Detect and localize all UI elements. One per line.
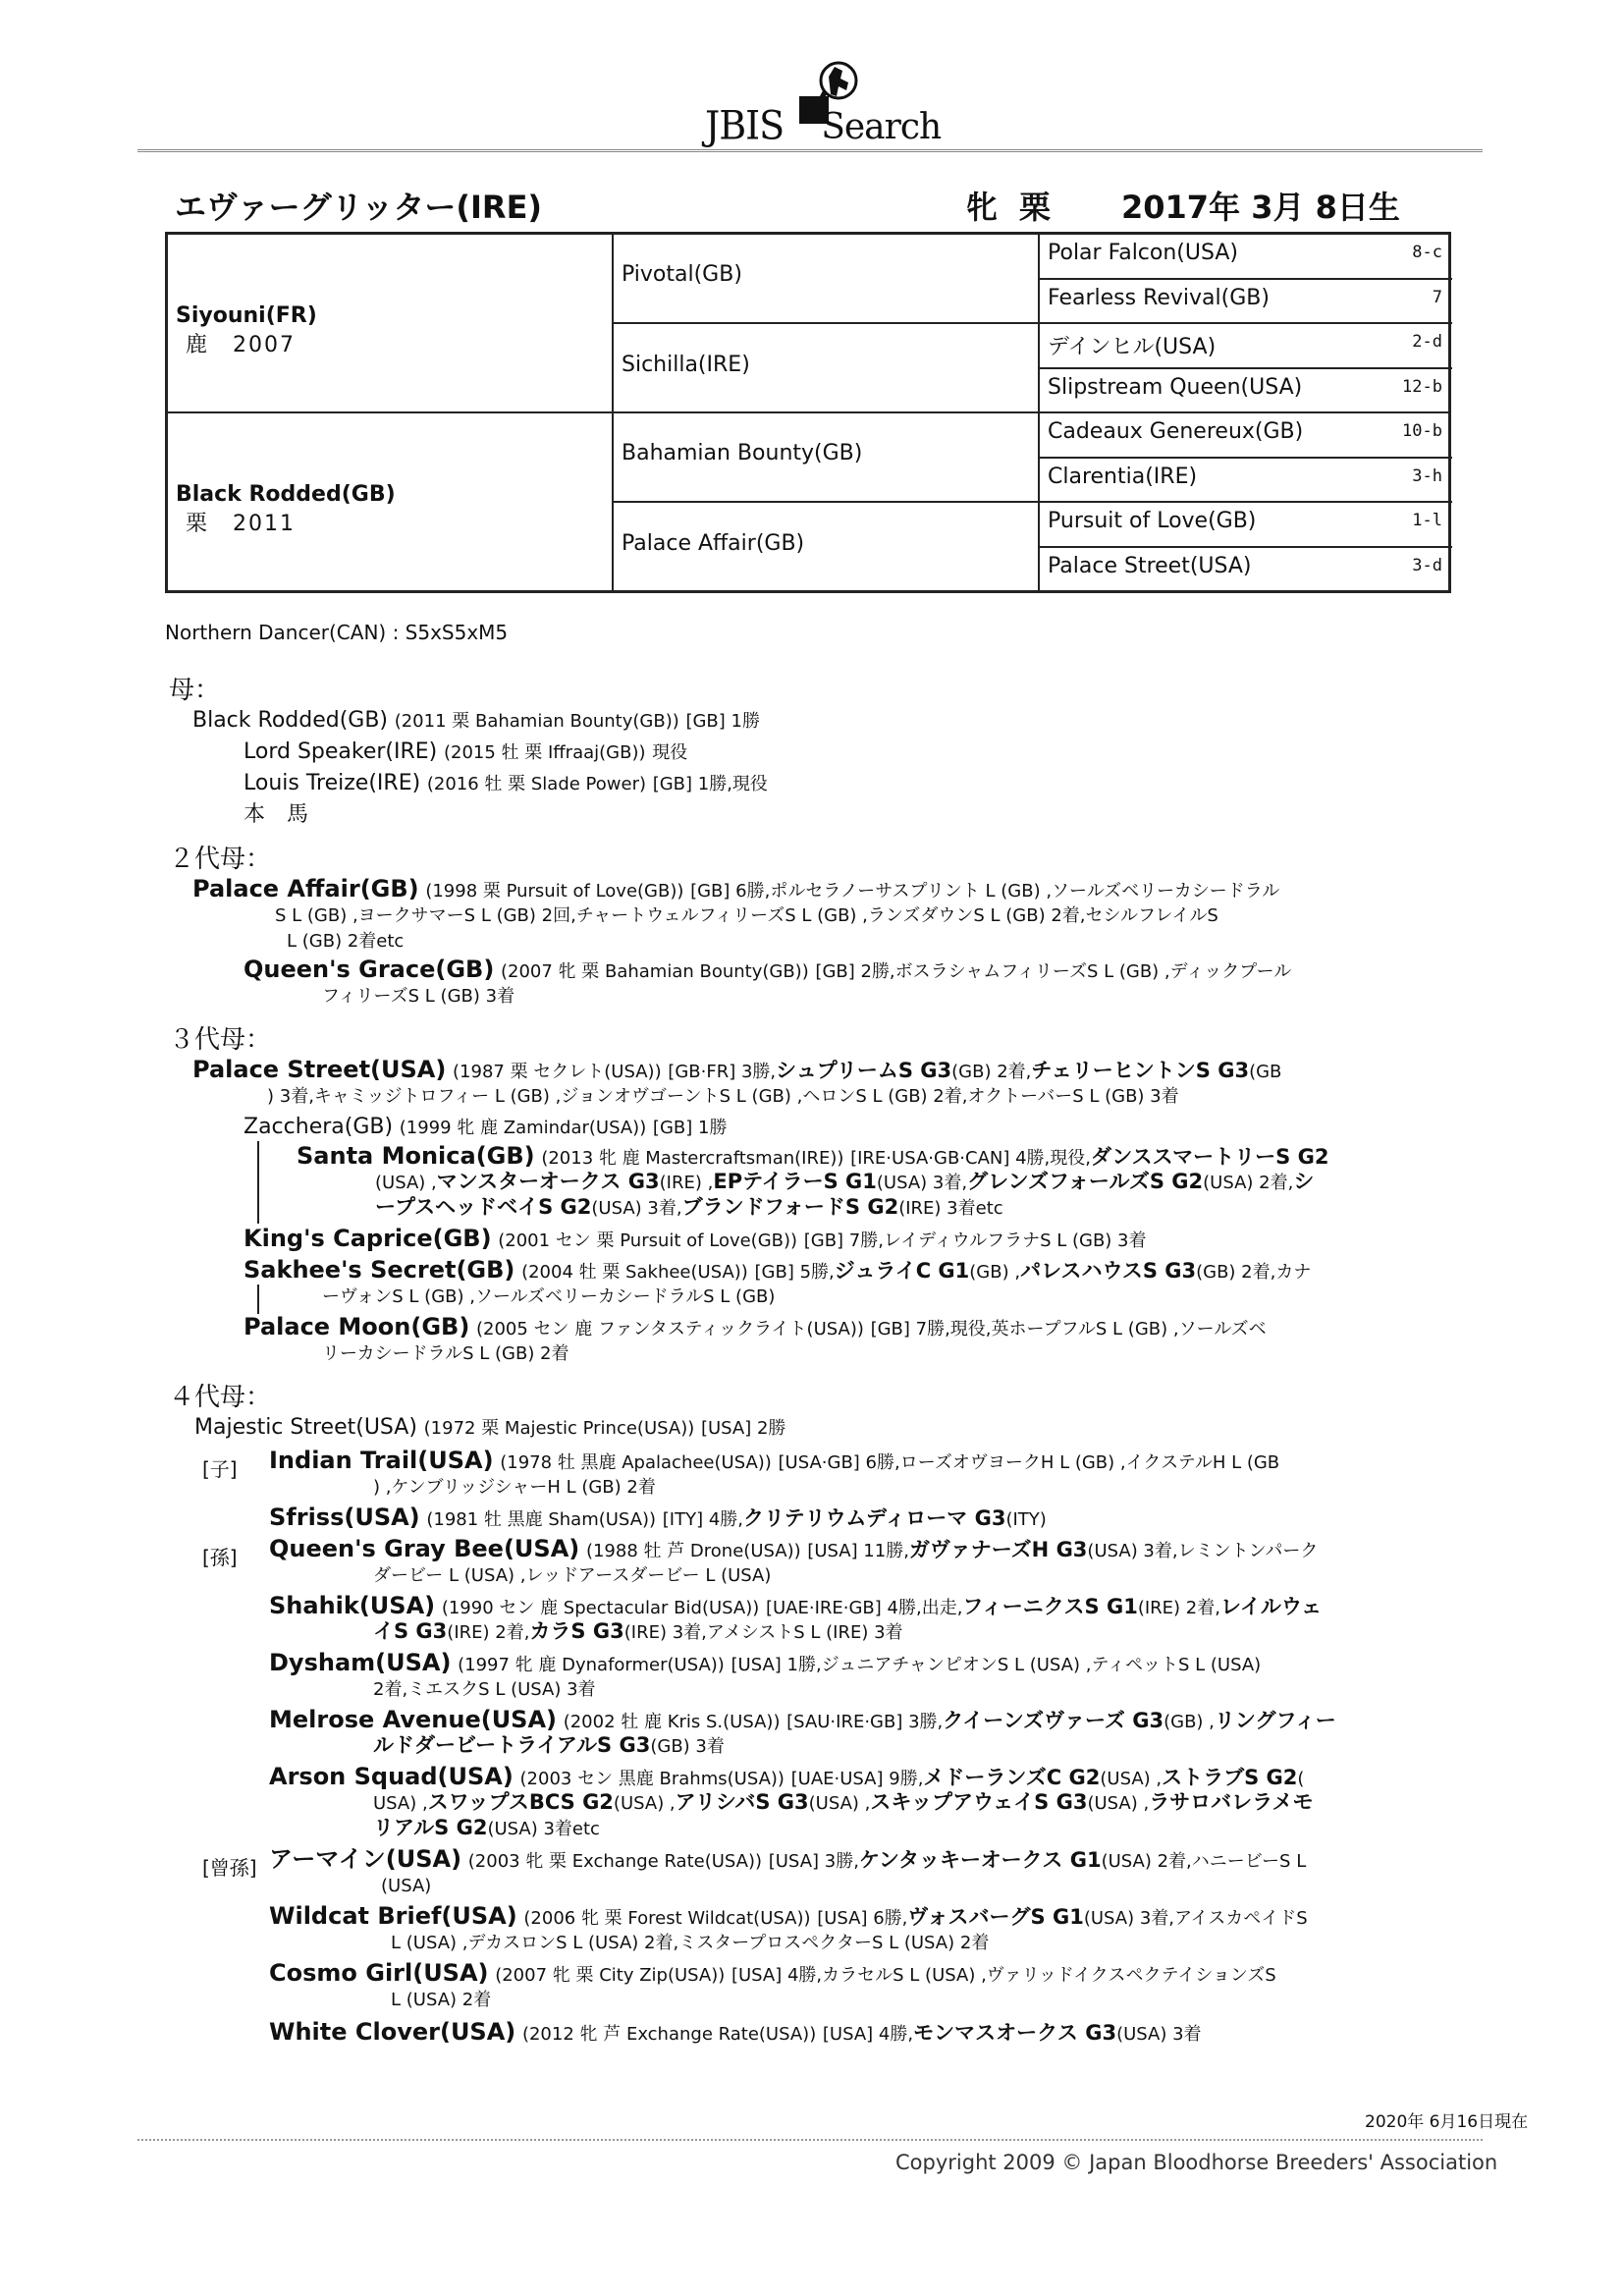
horse-name: エヴァーグリッター(IRE) <box>175 189 543 226</box>
bold-text: Shahik(USA) <box>269 1592 436 1619</box>
bold-text: Sakhee's Secret(GB) <box>244 1256 515 1284</box>
family-line <box>192 1057 1281 1085</box>
bold-text: レイルウェ <box>1219 1595 1323 1618</box>
bold-text: Queen's Gray Bee(USA) <box>269 1535 580 1562</box>
section-gen4-heading: ４代母： <box>169 1383 272 1412</box>
text-segment: ) 3着,キャミッジトロフィー L (GB) ,ジョンオヴゴーントS L (GB) ,ヘロンS L (GB) 2着,オクトーバーS L (GB) 3着 <box>267 1086 1179 1107</box>
text-segment: [GB·FR] 3勝, <box>668 1062 777 1082</box>
family-line-cont <box>373 1815 600 1842</box>
text-segment: (2011 栗 Bahamian Bounty(GB)) <box>394 711 679 732</box>
gen3-name: Polar Falcon(USA) <box>1048 241 1238 265</box>
family-line-cont <box>373 1618 903 1646</box>
pedigree-gen2-sire-dam: Sichilla(IRE) <box>622 353 750 377</box>
pedigree-gen3-entry <box>1048 241 1450 265</box>
bold-text: Arson Squad(USA) <box>269 1763 514 1790</box>
gen3-name: Pursuit of Love(GB) <box>1048 509 1257 533</box>
family-line-cont <box>287 927 404 955</box>
bold-text: シ <box>1293 1170 1315 1193</box>
text-segment: L (GB) 2着etc <box>287 931 405 952</box>
text-segment: Black Rodded(GB) <box>192 708 389 733</box>
bold-text: Sfriss(USA) <box>269 1503 420 1531</box>
pedigree-sire <box>176 303 317 358</box>
gen3-family: 12-b <box>1402 377 1442 397</box>
text-segment: [GB] 7勝,レイディウルフラナS L (GB) 3着 <box>803 1230 1147 1251</box>
text-segment: (GB) , <box>969 1262 1021 1283</box>
text-segment: [GB] 1勝,現役 <box>652 774 768 794</box>
text-segment: (2006 牝 栗 Forest Wildcat(USA)) <box>523 1908 811 1929</box>
section-dam-heading: 母： <box>169 676 221 705</box>
text-segment: [USA] 1勝,ジュニアチャンピオンS L (USA) ,ティペットS L (USA) <box>731 1655 1262 1675</box>
text-segment: (2013 牝 鹿 Mastercraftsman(IRE)) <box>541 1148 844 1169</box>
text-segment: [GB] 7勝,現役,英ホープフルS L (GB) ,ソールズベ <box>870 1319 1267 1339</box>
text-segment: (USA) 3着,アイスカペイドS <box>1083 1908 1308 1929</box>
text-segment: [GB] 5勝, <box>754 1262 835 1283</box>
sire-color-year: 鹿 2007 <box>186 333 296 357</box>
bold-text: Melrose Avenue(USA) <box>269 1706 558 1733</box>
pedigree-gen2-divider-2 <box>612 501 1452 503</box>
bold-text: シュプリームS G3 <box>776 1059 952 1082</box>
family-line-cont <box>267 1082 1179 1110</box>
text-segment: 現役 <box>652 742 688 763</box>
pedigree-gen3-entry <box>1048 509 1450 533</box>
pedigree-gen3-divider <box>1038 367 1452 369</box>
family-line <box>244 1226 1147 1254</box>
pedigree-gen3-entry <box>1048 554 1450 578</box>
text-segment: (GB) 2着, <box>951 1062 1032 1082</box>
pedigree-mid-divider <box>168 411 1448 413</box>
family-line <box>269 1903 1308 1932</box>
inbreeding-note: Northern Dancer(CAN) : S5xS5xM5 <box>165 621 509 644</box>
text-segment: S L (GB) ,ヨークサマーS L (GB) 2回,チャートウェルフィリーズS L (GB) ,ランズダウンS L (GB) 2着,セシルフレイルS <box>275 905 1218 926</box>
tag-grandchild: [孫] <box>202 1546 238 1569</box>
text-segment: [GB] 1勝 <box>652 1118 728 1138</box>
family-line <box>269 1504 1047 1533</box>
gen3-family: 2-d <box>1412 332 1442 352</box>
as-of-date: 2020年 6月16日現在 <box>1365 2112 1529 2132</box>
family-line <box>244 1314 1267 1342</box>
text-segment: (IRE) 2着, <box>1137 1598 1220 1618</box>
text-segment: (1981 牡 黒鹿 Sham(USA)) <box>426 1509 657 1530</box>
text-segment: ーヴォンS L (GB) ,ソールズベリーカシードラルS L (GB) <box>322 1286 776 1307</box>
text-segment: Majestic Street(USA) <box>194 1415 417 1440</box>
sire-name: Siyouni(FR) <box>176 303 317 328</box>
bold-text: Dysham(USA) <box>269 1649 452 1676</box>
text-segment: (2003 牝 栗 Exchange Rate(USA)) <box>467 1851 763 1872</box>
bold-text: Cosmo Girl(USA) <box>269 1959 489 1987</box>
header-divider <box>137 149 1483 152</box>
gen3-name: Cadeaux Genereux(GB) <box>1048 419 1304 444</box>
text-segment: (USA) , <box>1087 1793 1150 1814</box>
bold-text: スワップスBCS G2 <box>427 1790 614 1814</box>
bold-text: ヴォスバーグS G1 <box>907 1905 1084 1929</box>
bold-text: アーマイン(USA) <box>269 1845 462 1873</box>
family-line-cont <box>373 1732 725 1760</box>
text-segment: Louis Treize(IRE) <box>244 771 421 795</box>
logo-search-text: Search <box>821 107 942 147</box>
text-segment: (USA) <box>381 1876 432 1896</box>
pedigree-table <box>165 232 1451 593</box>
bold-text: Wildcat Brief(USA) <box>269 1902 517 1930</box>
family-line-cont <box>375 1194 1003 1222</box>
text-segment: Zacchera(GB) <box>244 1115 394 1139</box>
text-segment: (2002 牡 鹿 Kris S.(USA)) <box>563 1712 781 1732</box>
bold-text: メドーランズC G2 <box>923 1766 1101 1789</box>
gen3-family: 8-c <box>1412 243 1442 262</box>
copyright-notice: Copyright 2009 © Japan Bloodhorse Breeders' Association <box>895 2151 1498 2174</box>
family-branch-line <box>257 1141 259 1224</box>
text-segment: (GB) 3着 <box>650 1736 725 1757</box>
text-segment: (2001 セン 栗 Pursuit of Love(GB)) <box>498 1230 798 1251</box>
text-segment: [USA] 4勝,カラセルS L (USA) ,ヴァリッドイクスペクテイションズS <box>731 1965 1276 1986</box>
jbis-search-logo <box>705 57 942 149</box>
text-segment: 本 馬 <box>244 802 309 827</box>
text-segment: ( <box>1297 1769 1305 1789</box>
family-line-cont <box>391 1986 491 2013</box>
text-segment: USA) , <box>373 1793 428 1814</box>
family-line <box>269 1593 1322 1621</box>
family-line <box>244 770 768 797</box>
family-line <box>269 1846 1306 1875</box>
text-segment: リーカシードラルS L (GB) 2着 <box>322 1343 569 1364</box>
bold-text: ダンススマートリーS G2 <box>1091 1145 1329 1169</box>
text-segment: (USA) 2着, <box>1203 1173 1294 1193</box>
bold-text: グレンズフォールズS G2 <box>967 1170 1204 1193</box>
text-segment: (GB) 2着,カナ <box>1196 1262 1312 1283</box>
dam-name: Black Rodded(GB) <box>176 482 396 507</box>
bold-text: クイーンズヴァーズ G3 <box>943 1709 1164 1732</box>
family-line <box>244 957 1291 985</box>
gen3-family: 3-d <box>1412 556 1442 575</box>
text-segment: [IRE·USA·GB·CAN] 4勝,現役, <box>850 1148 1092 1169</box>
text-segment: (1988 牡 芦 Drone(USA)) <box>585 1541 801 1561</box>
text-segment: ダービー L (USA) ,レッドアースダービー L (USA) <box>373 1565 772 1586</box>
text-segment: [USA·GB] 6勝,ローズオヴヨークH L (GB) ,イクステルH L (GB <box>778 1452 1280 1473</box>
text-segment: (1978 牡 黒鹿 Apalachee(USA)) <box>500 1452 772 1473</box>
text-segment: (GB <box>1249 1062 1282 1082</box>
family-line <box>297 1143 1328 1172</box>
family-line <box>244 1257 1311 1285</box>
text-segment: (ITY) <box>1005 1509 1047 1530</box>
family-line <box>244 1114 727 1141</box>
tag-great-grandchild: [曾孫] <box>202 1856 257 1880</box>
family-line-cont <box>322 1339 569 1367</box>
family-line-cont <box>373 1561 771 1589</box>
horse-birth-date: 2017年 3月 8日生 <box>1121 189 1400 226</box>
text-segment: (1972 栗 Majestic Prince(USA)) <box>423 1418 695 1439</box>
text-segment: (2004 牡 栗 Sakhee(USA)) <box>521 1262 748 1283</box>
section-gen3-heading: ３代母： <box>169 1025 272 1055</box>
gen3-family: 10-b <box>1402 421 1442 441</box>
text-segment: (USA) , <box>375 1173 437 1193</box>
text-segment: [GB] 6勝,ポルセラノーサスプリント L (GB) ,ソールズベリーカシードラル <box>690 881 1280 902</box>
pedigree-gen3-divider <box>1038 457 1452 459</box>
pedigree-gen2-dam-sire: Bahamian Bounty(GB) <box>622 441 863 465</box>
bold-text: カラS G3 <box>529 1619 624 1643</box>
bold-text: Queen's Grace(GB) <box>244 956 495 983</box>
family-branch-line <box>257 1285 259 1314</box>
bold-text: Indian Trail(USA) <box>269 1447 494 1474</box>
logo-jbis-text: JBIS <box>705 102 785 149</box>
bold-text: マンスターオークス G3 <box>436 1170 660 1193</box>
text-segment: [GB] 2勝,ボスラシャムフィリーズS L (GB) ,ディックプール <box>815 961 1292 982</box>
pedigree-gen2-sire-sire: Pivotal(GB) <box>622 262 742 287</box>
gen3-name: デインヒル(USA) <box>1048 335 1217 359</box>
pedigree-gen3-divider <box>1038 546 1452 548</box>
bold-text: White Clover(USA) <box>269 2018 516 2046</box>
family-line <box>194 1414 785 1442</box>
pedigree-gen3-entry <box>1048 330 1450 360</box>
bold-text: リングフィー <box>1214 1709 1336 1732</box>
pedigree-gen3-entry <box>1048 286 1450 310</box>
text-segment: [ITY] 4勝, <box>662 1509 743 1530</box>
pedigree-gen3-entry <box>1048 419 1450 444</box>
text-segment: (USA) , <box>1100 1769 1163 1789</box>
footer-divider <box>137 2139 1483 2141</box>
bold-text: スキップアウェイS G3 <box>870 1790 1088 1814</box>
family-line <box>269 1707 1336 1735</box>
pedigree-gen3-entry <box>1048 465 1450 489</box>
text-segment: [GB] 1勝 <box>685 711 760 732</box>
bold-text: ケンタッキーオークス G1 <box>858 1848 1102 1872</box>
family-line <box>269 2019 1202 2048</box>
text-segment: (USA) 2着,ハニービーS L <box>1101 1851 1307 1872</box>
text-segment: (USA) , <box>613 1793 676 1814</box>
bold-text: ルドダービートライアルS G3 <box>373 1733 651 1757</box>
text-segment: L (USA) 2着 <box>391 1990 492 2010</box>
family-line <box>269 1536 1318 1564</box>
text-segment: L (USA) ,デカスロンS L (USA) 2着,ミスタープロスペクターS L (USA) 2着 <box>391 1933 990 1953</box>
text-segment: ) ,ケンブリッジシャーH L (GB) 2着 <box>373 1477 656 1498</box>
text-segment: 2着,ミエスクS L (USA) 3着 <box>373 1679 596 1700</box>
text-segment: (1990 セン 鹿 Spectacular Bid(USA)) <box>441 1598 760 1618</box>
bold-text: Palace Street(USA) <box>192 1056 447 1083</box>
family-line-cont <box>275 902 1218 929</box>
horse-sex-color: 牝栗 <box>966 189 1073 226</box>
gen3-name: Palace Street(USA) <box>1048 554 1252 578</box>
family-line <box>269 1960 1276 1989</box>
text-segment: (2016 牡 栗 Slade Power) <box>426 774 646 794</box>
pedigree-dam <box>176 482 396 537</box>
family-line <box>192 707 760 735</box>
text-segment: [USA] 2勝 <box>700 1418 786 1439</box>
text-segment: Lord Speaker(IRE) <box>244 739 438 764</box>
text-segment: [UAE·IRE·GB] 4勝,出走, <box>765 1598 963 1618</box>
family-line-cont <box>391 1929 989 1956</box>
family-line <box>269 1448 1279 1476</box>
dam-color-year: 栗 2011 <box>186 512 296 536</box>
text-segment: (USA) 3着, <box>591 1198 682 1219</box>
text-segment: (USA) , <box>808 1793 871 1814</box>
gen3-family: 7 <box>1432 288 1442 307</box>
family-line <box>269 1764 1304 1792</box>
pedigree-gen2-dam-dam: Palace Affair(GB) <box>622 531 805 556</box>
bold-text: ジュライC G1 <box>834 1259 970 1283</box>
bold-text: アリシバS G3 <box>675 1790 809 1814</box>
text-segment: (2012 牝 芦 Exchange Rate(USA)) <box>521 2024 817 2045</box>
family-line-self <box>244 801 308 828</box>
text-segment: (IRE) 3着etc <box>898 1198 1003 1219</box>
text-segment: (IRE) , <box>659 1173 714 1193</box>
bold-text: Palace Moon(GB) <box>244 1313 470 1340</box>
gen3-family: 3-h <box>1412 466 1442 486</box>
bold-text: Palace Affair(GB) <box>192 875 419 902</box>
gen3-name: Clarentia(IRE) <box>1048 465 1198 489</box>
text-segment: [UAE·USA] 9勝, <box>790 1769 924 1789</box>
family-line-cont <box>373 1675 596 1703</box>
bold-text: パレスハウスS G3 <box>1020 1259 1197 1283</box>
tag-child: [子] <box>202 1457 238 1481</box>
bold-text: ガヴァナーズH G3 <box>908 1538 1088 1561</box>
family-line-cont <box>375 1169 1314 1196</box>
bold-text: リアルS G2 <box>373 1816 488 1839</box>
text-segment: [USA] 4勝, <box>822 2024 914 2045</box>
section-gen2-heading: ２代母： <box>169 845 272 874</box>
text-segment: (1987 栗 セクレト(USA)) <box>453 1062 662 1082</box>
family-line-cont <box>322 982 514 1010</box>
text-segment: (2003 セン 黒鹿 Brahms(USA)) <box>519 1769 785 1789</box>
pedigree-gen3-entry <box>1048 375 1450 400</box>
text-segment: (1997 牝 鹿 Dynaformer(USA)) <box>458 1655 725 1675</box>
bold-text: ープスヘッドベイS G2 <box>375 1195 592 1219</box>
text-segment: [USA] 11勝, <box>807 1541 909 1561</box>
text-segment: (USA) 3着etc <box>487 1819 600 1839</box>
bold-text: King's Caprice(GB) <box>244 1225 492 1252</box>
gen3-name: Fearless Revival(GB) <box>1048 286 1270 310</box>
bold-text: ラサロバレラメモ <box>1149 1790 1314 1814</box>
family-line <box>269 1650 1261 1678</box>
text-segment: [USA] 3勝, <box>768 1851 859 1872</box>
family-line-cont <box>381 1872 431 1899</box>
bold-text: チェリーヒントンS G3 <box>1031 1059 1250 1082</box>
gen3-family: 1-l <box>1412 511 1442 530</box>
text-segment: (IRE) 2着, <box>447 1622 530 1643</box>
bold-text: ブランドフォードS G2 <box>681 1195 899 1219</box>
text-segment: [SAU·IRE·GB] 3勝, <box>786 1712 944 1732</box>
text-segment: (2005 セン 鹿 ファンタスティックライト(USA)) <box>475 1319 864 1339</box>
bold-text: フィーニクスS G1 <box>962 1595 1138 1618</box>
text-segment: (1999 牝 鹿 Zamindar(USA)) <box>399 1118 647 1138</box>
bold-text: Santa Monica(GB) <box>297 1142 535 1170</box>
family-line <box>244 738 687 766</box>
text-segment: (2007 牝 栗 City Zip(USA)) <box>495 1965 726 1986</box>
family-line-cont <box>322 1283 775 1310</box>
text-segment: (USA) 3着, <box>876 1173 968 1193</box>
pedigree-gen2-divider-1 <box>612 322 1452 324</box>
bold-text: クリテリウムディローマ G3 <box>743 1506 1006 1530</box>
bold-text: モンマスオークス G3 <box>913 2021 1117 2045</box>
bold-text: ストラブS G2 <box>1162 1766 1298 1789</box>
pedigree-gen3-divider <box>1038 278 1452 280</box>
text-segment: (1998 栗 Pursuit of Love(GB)) <box>425 881 684 902</box>
bold-text: イS G3 <box>373 1619 448 1643</box>
bold-text: EPテイラーS G1 <box>713 1170 877 1193</box>
logo-wordmark <box>705 104 941 147</box>
text-segment: (IRE) 3着,アメシストS L (IRE) 3着 <box>623 1622 903 1643</box>
text-segment: (2007 牝 栗 Bahamian Bounty(GB)) <box>500 961 809 982</box>
gen3-name: Slipstream Queen(USA) <box>1048 375 1303 400</box>
family-line-cont <box>373 1789 1314 1817</box>
text-segment: (2015 牡 栗 Iffraaj(GB)) <box>443 742 646 763</box>
text-segment: フィリーズS L (GB) 3着 <box>322 986 515 1007</box>
family-line-cont <box>373 1473 656 1501</box>
family-line <box>192 876 1279 904</box>
text-segment: (USA) 3着 <box>1116 2024 1202 2045</box>
text-segment: [USA] 6勝, <box>817 1908 908 1929</box>
text-segment: (USA) 3着,レミントンパーク <box>1087 1541 1319 1561</box>
text-segment: (GB) , <box>1164 1712 1215 1732</box>
